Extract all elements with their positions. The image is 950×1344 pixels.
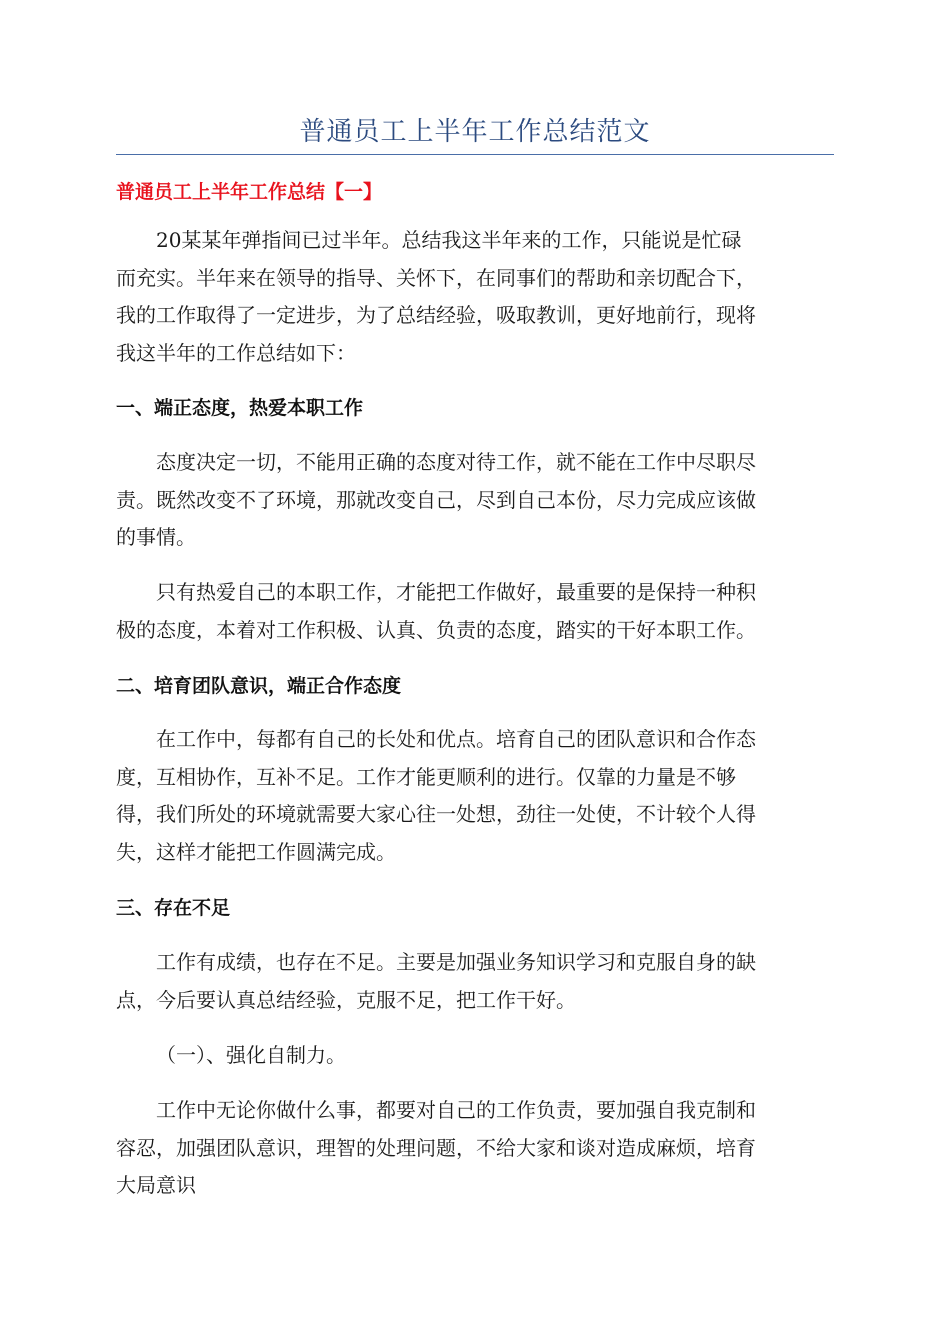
paragraph-1	[116, 444, 834, 557]
paragraph-4	[116, 944, 834, 1019]
intro-paragraph	[116, 222, 834, 372]
paragraph-line: 得，我们所处的环境就需要大家心往一处想，劲往一处使，不计较个人得	[116, 802, 756, 826]
document-title: 普通员工上半年工作总结范文	[299, 117, 651, 147]
paragraph-line: 工作有成绩，也存在不足。主要是加强业务知识学习和克服自身的缺	[156, 950, 756, 974]
paragraph-line: 只有热爱自己的本职工作，才能把工作做好，最重要的是保持一种积	[156, 580, 756, 604]
paragraph-line: 点，今后要认真总结经验，克服不足，把工作干好。	[116, 987, 576, 1012]
title-underline	[116, 154, 834, 155]
paragraph-line: 我的工作取得了一定进步，为了总结经验，吸取教训，更好地前行，现将	[116, 303, 756, 327]
sub-heading: （一）、强化自制力。	[156, 1043, 346, 1067]
paragraph-line: 责。既然改变不了环境，那就改变自己，尽到自己本份，尽力完成应该做	[116, 487, 756, 512]
sub-heading-paragraph	[116, 1037, 834, 1075]
paragraph-line: 工作中无论你做什么事，都要对自己的工作负责，要加强自我克制和	[156, 1098, 756, 1122]
paragraph-3	[116, 721, 834, 871]
paragraph-line: 20某某年弹指间已过半年。总结我这半年来的工作，只能说是忙碌	[156, 228, 742, 252]
paragraph-2	[116, 574, 834, 649]
paragraph-line: 失，这样才能把工作圆满完成。	[116, 839, 396, 864]
paragraph-line: 我这半年的工作总结如下：	[116, 340, 356, 365]
heading-2: 二、培育团队意识，端正合作态度	[116, 675, 402, 697]
paragraph-line: 容忍，加强团队意识，理智的处理问题，不给大家和谈对造成麻烦，培育	[116, 1135, 756, 1160]
paragraph-5	[116, 1092, 834, 1205]
section-title: 普通员工上半年工作总结【一】	[116, 181, 383, 203]
heading-1: 一、端正态度，热爱本职工作	[116, 397, 364, 419]
paragraph-line: 在工作中，每都有自己的长处和优点。培育自己的团队意识和合作态	[156, 727, 756, 751]
paragraph-line: 度，互相协作，互补不足。工作才能更顺利的进行。仅靠的力量是不够	[116, 764, 736, 789]
paragraph-line: 态度决定一切，不能用正确的态度对待工作，就不能在工作中尽职尽	[156, 450, 756, 474]
paragraph-line: 而充实。半年来在领导的指导、关怀下，在同事们的帮助和亲切配合下，	[116, 265, 756, 290]
paragraph-line: 极的态度，本着对工作积极、认真、负责的态度，踏实的干好本职工作。	[116, 617, 756, 642]
heading-3: 三、存在不足	[116, 897, 231, 919]
paragraph-line: 大局意识	[116, 1173, 196, 1197]
paragraph-line: 的事情。	[116, 525, 196, 549]
